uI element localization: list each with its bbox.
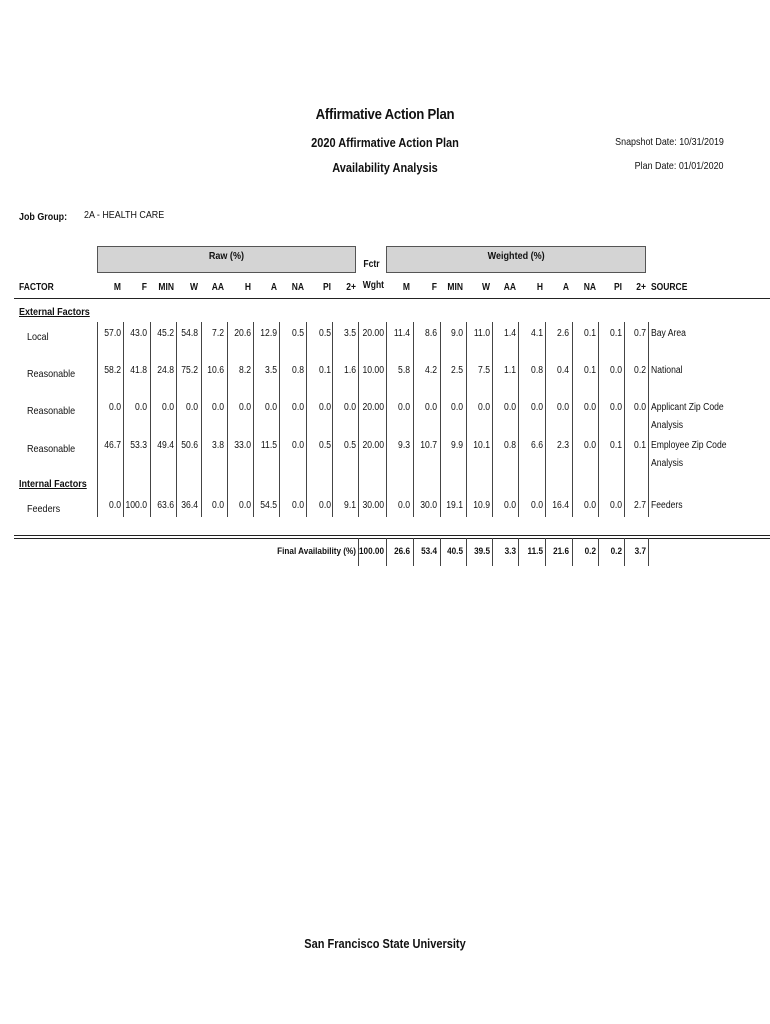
column-divider — [572, 322, 573, 517]
weighted-col-header: 2+ — [636, 282, 646, 293]
weighted-value-cell: 30.0 — [420, 500, 437, 511]
raw-col-header: PI — [322, 282, 331, 293]
final-column-divider — [518, 538, 519, 566]
raw-value-cell: 46.7 — [104, 440, 121, 451]
raw-value-cell: 3.8 — [212, 440, 224, 451]
university-footer: San Francisco State University — [304, 937, 466, 951]
weighted-value-cell: 0.0 — [584, 402, 596, 413]
job-group-value: 2A - HEALTH CARE — [84, 209, 165, 221]
final-column-divider — [440, 538, 441, 566]
weighted-value-cell: 0.8 — [504, 440, 516, 451]
final-availability-label: Final Availability (%) — [277, 546, 356, 557]
weighted-value-cell: 4.2 — [425, 365, 437, 376]
raw-value-cell: 50.6 — [181, 440, 198, 451]
raw-value-cell: 0.0 — [292, 440, 304, 451]
weighted-value-cell: 0.0 — [610, 402, 622, 413]
weighted-value-cell: 4.1 — [531, 328, 543, 339]
column-divider — [279, 322, 280, 517]
external-factors-label: External Factors — [19, 306, 90, 318]
raw-value-cell: 20.6 — [234, 328, 251, 339]
snapshot-date-label: Snapshot Date: 10/31/2019 — [615, 136, 724, 148]
raw-value-cell: 45.2 — [157, 328, 174, 339]
weighted-value-cell: 1.4 — [504, 328, 516, 339]
final-column-divider — [648, 538, 649, 566]
factor-label: Local — [27, 331, 49, 343]
weighted-value-cell: 0.0 — [398, 500, 410, 511]
weighted-group-header: Weighted (%) — [386, 246, 646, 273]
weighted-col-header: AA — [503, 282, 516, 293]
final-wght-total: 100.00 — [359, 546, 384, 557]
weighted-value-cell: 0.1 — [610, 440, 622, 451]
weighted-value-cell: 0.0 — [610, 365, 622, 376]
final-column-divider — [598, 538, 599, 566]
factor-col-header: FACTOR — [19, 282, 54, 293]
raw-value-cell: 24.8 — [157, 365, 174, 376]
weighted-value-cell: 0.8 — [531, 365, 543, 376]
raw-value-cell: 49.4 — [157, 440, 174, 451]
weighted-value-cell: 5.8 — [398, 365, 410, 376]
weighted-value-cell: 2.6 — [557, 328, 569, 339]
source-cell: Employee Zip Code Analysis — [651, 440, 727, 469]
weighted-value-cell: 2.3 — [557, 440, 569, 451]
raw-value-cell: 0.5 — [344, 440, 356, 451]
final-value-cell: 3.3 — [504, 546, 516, 557]
raw-value-cell: 0.0 — [319, 500, 331, 511]
raw-value-cell: 0.0 — [109, 500, 121, 511]
column-divider — [386, 322, 387, 517]
weighted-col-header: H — [536, 282, 543, 293]
raw-value-cell: 36.4 — [181, 500, 198, 511]
weighted-value-cell: 8.6 — [425, 328, 437, 339]
raw-value-cell: 0.5 — [292, 328, 304, 339]
column-divider — [466, 322, 467, 517]
raw-value-cell: 0.0 — [239, 402, 251, 413]
raw-value-cell: 0.0 — [319, 402, 331, 413]
raw-value-cell: 0.0 — [292, 500, 304, 511]
weighted-col-header: M — [402, 282, 410, 293]
wght-value-cell: 20.00 — [362, 440, 384, 451]
final-column-divider — [545, 538, 546, 566]
raw-value-cell: 0.5 — [319, 328, 331, 339]
source-cell: Applicant Zip Code Analysis — [651, 402, 724, 431]
raw-value-cell: 7.2 — [212, 328, 224, 339]
source-cell: Feeders — [651, 500, 683, 511]
final-rule — [14, 535, 770, 536]
wght-value-cell: 30.00 — [362, 500, 384, 511]
weighted-col-header: NA — [583, 282, 596, 293]
final-value-cell: 11.5 — [527, 546, 543, 557]
weighted-value-cell: 11.0 — [473, 328, 490, 339]
weighted-value-cell: 10.7 — [420, 440, 437, 451]
factor-label: Reasonable — [27, 405, 76, 417]
raw-value-cell: 54.8 — [181, 328, 198, 339]
raw-value-cell: 0.0 — [212, 500, 224, 511]
weighted-value-cell: 19.1 — [446, 500, 463, 511]
weighted-value-cell: 10.9 — [473, 500, 490, 511]
final-value-cell: 40.5 — [447, 546, 463, 557]
final-column-divider — [624, 538, 625, 566]
weighted-value-cell: 0.0 — [584, 500, 596, 511]
raw-value-cell: 75.2 — [181, 365, 198, 376]
weighted-value-cell: 2.5 — [451, 365, 463, 376]
weighted-value-cell: 0.0 — [531, 402, 543, 413]
weighted-value-cell: 0.1 — [584, 328, 596, 339]
final-column-divider — [358, 538, 359, 566]
raw-value-cell: 0.0 — [344, 402, 356, 413]
wght-col-header: Wght — [362, 280, 384, 291]
source-cell: Bay Area — [651, 328, 686, 339]
wght-value-cell: 20.00 — [362, 402, 384, 413]
final-value-cell: 26.6 — [394, 546, 410, 557]
raw-value-cell: 0.0 — [265, 402, 277, 413]
weighted-col-header: F — [431, 282, 437, 293]
weighted-col-header: PI — [613, 282, 622, 293]
raw-value-cell: 3.5 — [344, 328, 356, 339]
column-divider — [253, 322, 254, 517]
weighted-value-cell: 0.0 — [478, 402, 490, 413]
internal-factors-label: Internal Factors — [19, 478, 87, 490]
raw-value-cell: 11.5 — [260, 440, 277, 451]
raw-value-cell: 0.8 — [292, 365, 304, 376]
weighted-value-cell: 0.0 — [504, 402, 516, 413]
plan-name: 2020 Affirmative Action Plan — [311, 136, 459, 150]
job-group-label: Job Group: — [19, 211, 68, 223]
raw-col-header: MIN — [158, 282, 174, 293]
raw-col-header: A — [270, 282, 277, 293]
raw-value-cell: 0.0 — [109, 402, 121, 413]
weighted-value-cell: 0.4 — [557, 365, 569, 376]
weighted-value-cell: 0.0 — [504, 500, 516, 511]
header-rule — [14, 298, 770, 299]
plan-date: 01/01/2020 — [679, 160, 724, 172]
raw-value-cell: 0.0 — [292, 402, 304, 413]
final-rule-2 — [14, 538, 770, 539]
weighted-value-cell: 0.1 — [584, 365, 596, 376]
wght-value-cell: 10.00 — [362, 365, 384, 376]
weighted-value-cell: 0.2 — [634, 365, 646, 376]
final-column-divider — [492, 538, 493, 566]
column-divider — [358, 322, 359, 517]
weighted-value-cell: 16.4 — [552, 500, 569, 511]
column-divider — [227, 322, 228, 517]
column-divider — [150, 322, 151, 517]
weighted-value-cell: 0.0 — [610, 500, 622, 511]
column-divider — [413, 322, 414, 517]
factor-label: Reasonable — [27, 368, 76, 380]
weighted-value-cell: 7.5 — [478, 365, 490, 376]
raw-value-cell: 100.0 — [125, 500, 147, 511]
weighted-col-header: A — [562, 282, 569, 293]
raw-value-cell: 53.3 — [130, 440, 147, 451]
column-divider — [176, 322, 177, 517]
column-divider — [97, 322, 98, 517]
column-divider — [545, 322, 546, 517]
weighted-value-cell: 0.0 — [398, 402, 410, 413]
raw-col-header: W — [189, 282, 198, 293]
weighted-value-cell: 0.0 — [531, 500, 543, 511]
final-value-cell: 21.6 — [553, 546, 569, 557]
final-column-divider — [466, 538, 467, 566]
final-column-divider — [413, 538, 414, 566]
weighted-value-cell: 10.1 — [473, 440, 490, 451]
raw-value-cell: 63.6 — [157, 500, 174, 511]
column-divider — [624, 322, 625, 517]
final-value-cell: 39.5 — [474, 546, 490, 557]
raw-value-cell: 41.8 — [130, 365, 147, 376]
raw-value-cell: 0.0 — [186, 402, 198, 413]
raw-value-cell: 57.0 — [104, 328, 121, 339]
final-value-cell: 0.2 — [584, 546, 596, 557]
wght-value-cell: 20.00 — [362, 328, 384, 339]
column-divider — [332, 322, 333, 517]
weighted-col-header: MIN — [447, 282, 463, 293]
report-title: Affirmative Action Plan — [315, 106, 455, 123]
raw-value-cell: 0.0 — [135, 402, 147, 413]
weighted-value-cell: 2.7 — [634, 500, 646, 511]
weighted-value-cell: 0.0 — [451, 402, 463, 413]
weighted-value-cell: 0.1 — [634, 440, 646, 451]
raw-col-header: M — [113, 282, 121, 293]
final-value-cell: 53.4 — [421, 546, 437, 557]
raw-value-cell: 43.0 — [130, 328, 147, 339]
weighted-col-header: W — [481, 282, 490, 293]
final-column-divider — [572, 538, 573, 566]
raw-col-header: F — [141, 282, 147, 293]
column-divider — [492, 322, 493, 517]
factor-label: Reasonable — [27, 443, 76, 455]
weighted-value-cell: 0.0 — [425, 402, 437, 413]
weighted-value-cell: 0.0 — [557, 402, 569, 413]
report-name: Availability Analysis — [332, 161, 438, 175]
raw-value-cell: 10.6 — [207, 365, 224, 376]
raw-value-cell: 9.1 — [344, 500, 356, 511]
column-divider — [201, 322, 202, 517]
raw-value-cell: 8.2 — [239, 365, 251, 376]
final-value-cell: 3.7 — [634, 546, 646, 557]
weighted-value-cell: 9.0 — [451, 328, 463, 339]
raw-value-cell: 0.0 — [212, 402, 224, 413]
source-cell: National — [651, 365, 683, 376]
weighted-value-cell: 11.4 — [393, 328, 410, 339]
source-col-header: SOURCE — [651, 282, 688, 293]
raw-col-header: NA — [291, 282, 304, 293]
column-divider — [648, 322, 649, 517]
weighted-value-cell: 9.9 — [451, 440, 463, 451]
final-column-divider — [386, 538, 387, 566]
weighted-value-cell: 0.0 — [634, 402, 646, 413]
raw-value-cell: 33.0 — [234, 440, 251, 451]
raw-col-header: 2+ — [346, 282, 356, 293]
weighted-value-cell: 0.0 — [584, 440, 596, 451]
raw-group-header: Raw (%) — [97, 246, 356, 273]
raw-col-header: AA — [211, 282, 224, 293]
plan-date-label: Plan Date: 01/01/2020 — [635, 160, 724, 172]
raw-value-cell: 0.0 — [239, 500, 251, 511]
column-divider — [440, 322, 441, 517]
raw-value-cell: 58.2 — [104, 365, 121, 376]
factor-label: Feeders — [27, 503, 61, 515]
weighted-value-cell: 9.3 — [398, 440, 410, 451]
column-divider — [306, 322, 307, 517]
weighted-value-cell: 0.1 — [610, 328, 622, 339]
fctr-header: Fctr — [363, 259, 380, 270]
weighted-value-cell: 6.6 — [531, 440, 543, 451]
snapshot-date: 10/31/2019 — [679, 136, 724, 148]
raw-value-cell: 0.0 — [162, 402, 174, 413]
column-divider — [518, 322, 519, 517]
raw-value-cell: 0.5 — [319, 440, 331, 451]
column-divider — [123, 322, 124, 517]
column-divider — [598, 322, 599, 517]
raw-value-cell: 0.1 — [319, 365, 331, 376]
raw-col-header: H — [244, 282, 251, 293]
raw-value-cell: 54.5 — [260, 500, 277, 511]
final-value-cell: 0.2 — [610, 546, 622, 557]
raw-value-cell: 1.6 — [344, 365, 356, 376]
weighted-value-cell: 0.7 — [634, 328, 646, 339]
raw-value-cell: 12.9 — [260, 328, 277, 339]
weighted-value-cell: 1.1 — [504, 365, 516, 376]
raw-value-cell: 3.5 — [265, 365, 277, 376]
